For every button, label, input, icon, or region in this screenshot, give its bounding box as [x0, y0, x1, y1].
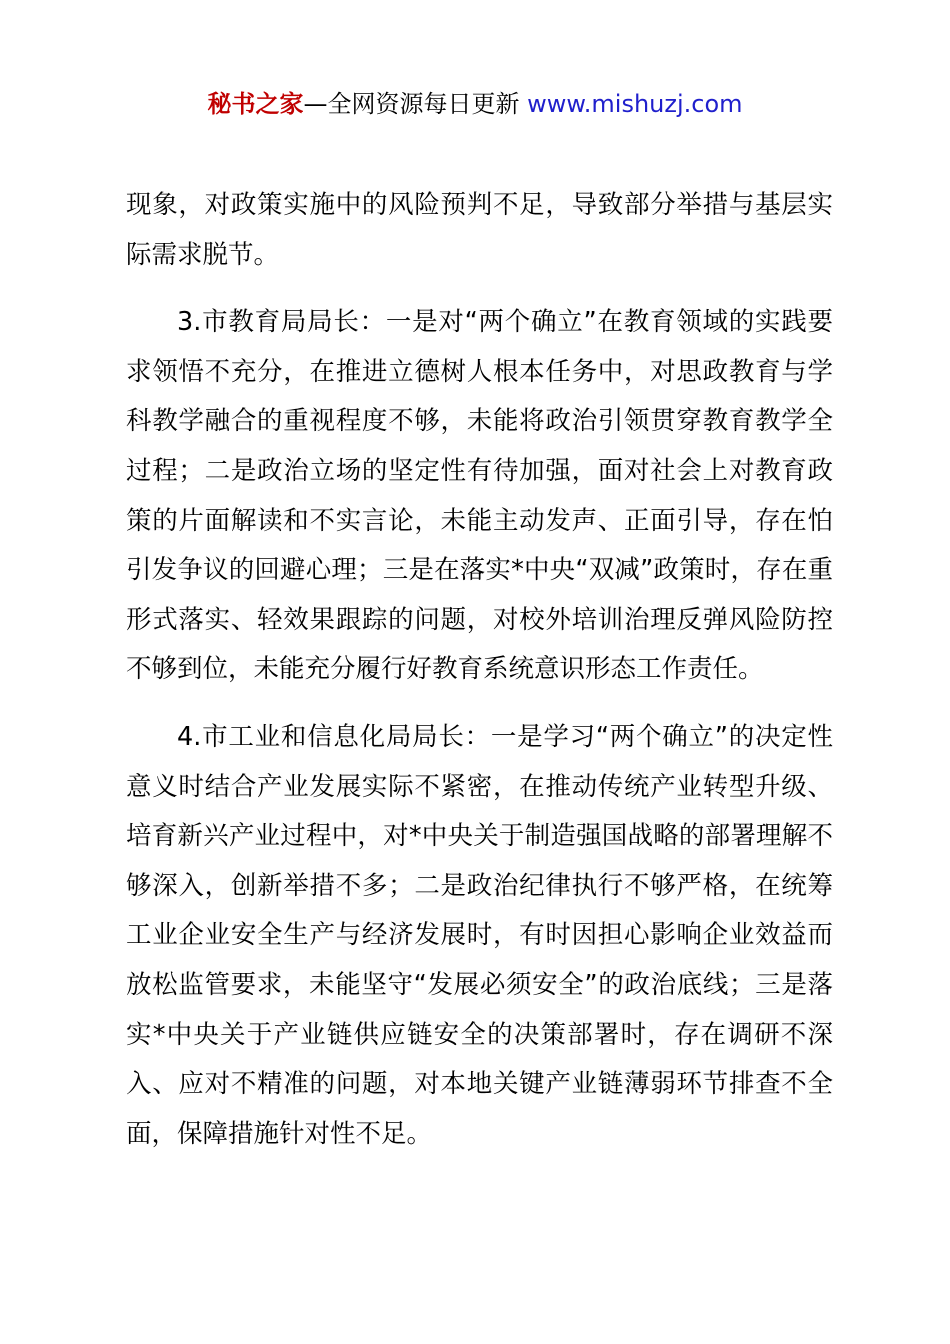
page-header — [0, 86, 950, 122]
document-body — [126, 181, 833, 1177]
website-url[interactable]: www.mishuzj.com — [527, 90, 743, 118]
header-tagline: —全网资源每日更新 — [303, 90, 528, 118]
paragraph-education-bureau: 3.市教育局局长：一是对“两个确立”在教育领域的实践要求领悟不充分，在推进立德树人根本任务中，对思政教育与学科教学融合的重视程度不够，未能将政治引领贯穿教育教学全过程；二是政治立场的坚定性有待加强，面对社会上对教育政策的片面解读和不实言论，未能主动发声、正面引导，存在怕引发争议的回避心理；三是在落实*中央“双减”政策时，存在重形式落实、轻效果跟踪的问题，对校外培训治理反弹风险防控不够到位，未能充分履行好教育系统意识形态工作责任。 — [126, 307, 833, 685]
brand-name: 秘书之家 — [207, 90, 304, 118]
paragraph-industry-bureau: 4.市工业和信息化局局长：一是学习“两个确立”的决定性意义时结合产业发展实际不紧密，在推动传统产业转型升级、培育新兴产业过程中，对*中央关于制造强国战略的部署理解不够深入，创新举措不多；二是政治纪律执行不够严格，在统筹工业企业安全生产与经济发展时，有时因担心影响企业效益而放松监管要求，未能坚守“发展必须安全”的政治底线；三是落实*中央关于产业链供应链安全的决策部署时，存在调研不深入、应对不精准的问题，对本地关键产业链薄弱环节排查不全面，保障措施针对性不足。 — [126, 721, 833, 1149]
paragraph-continuation: 现象，对政策实施中的风险预判不足，导致部分举措与基层实际需求脱节。 — [126, 190, 833, 270]
